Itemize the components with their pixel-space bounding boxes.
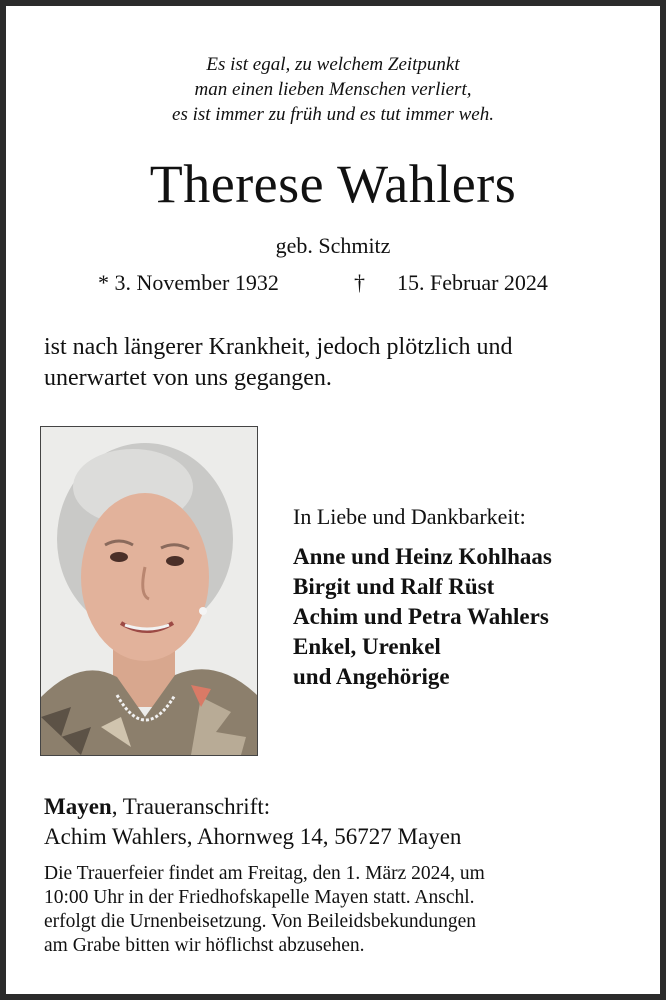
poem-line: Es ist egal, zu welchem Zeitpunkt	[206, 54, 460, 75]
birth-name: geb. Schmitz	[275, 233, 391, 258]
mourner-name: Enkel, Urenkel	[293, 634, 441, 659]
mourners-block	[293, 502, 552, 692]
poem-line: es ist immer zu früh und es tut immer weh.	[172, 104, 494, 125]
deceased-name: Therese Wahlers	[149, 154, 517, 214]
mourner-name: Birgit und Ralf Rüst	[293, 574, 495, 599]
death-date: 15. Februar 2024	[397, 270, 548, 295]
poem-line: man einen lieben Menschen verliert,	[194, 79, 472, 100]
death-notice-text	[44, 332, 630, 394]
ceremony-line: 10:00 Uhr in der Friedhofskapelle Mayen statt. Anschl.	[44, 887, 475, 908]
notice-line: ist nach längerer Krankheit, jedoch plötzlich und	[44, 334, 513, 360]
mourners-intro: In Liebe und Dankbarkeit:	[293, 504, 526, 529]
ceremony-line: am Grabe bitten wir höflichst abzusehen.	[44, 935, 365, 956]
mourner-name: und Angehörige	[293, 664, 450, 689]
poem	[6, 52, 660, 127]
ceremony-line: Die Trauerfeier findet am Freitag, den 1. März 2024, um	[44, 863, 485, 884]
address-line: Achim Wahlers, Ahornweg 14, 56727 Mayen	[44, 824, 462, 849]
life-dates	[6, 268, 660, 298]
mourner-name: Achim und Petra Wahlers	[293, 604, 549, 629]
cross-icon: †	[354, 270, 365, 295]
address-label: , Traueranschrift:	[111, 794, 271, 819]
mourners-list	[293, 542, 552, 692]
notice-line: unerwartet von uns gegangen.	[44, 365, 332, 391]
portrait-photo	[40, 426, 258, 756]
ceremony-line: erfolgt die Urnenbeisetzung. Von Beileidsbekundungen	[44, 911, 476, 932]
town-name: Mayen	[44, 794, 112, 819]
birth-date: * 3. November 1932	[98, 270, 279, 295]
mourning-address	[44, 792, 461, 852]
mourner-name: Anne und Heinz Kohlhaas	[293, 544, 552, 569]
ceremony-info	[44, 862, 644, 958]
address-heading	[44, 792, 461, 822]
